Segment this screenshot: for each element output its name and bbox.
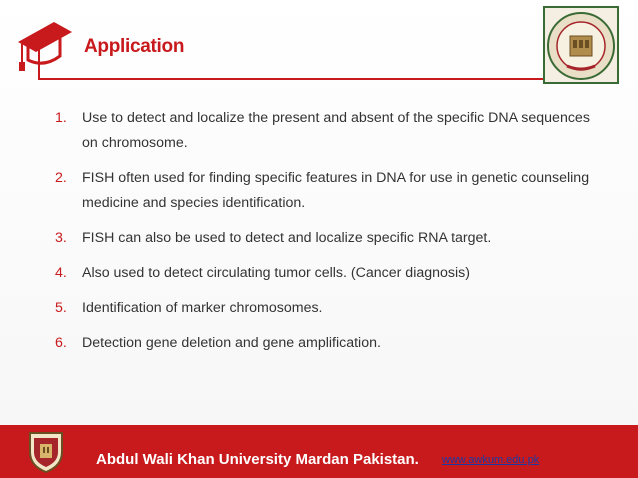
graduation-cap-icon bbox=[14, 16, 76, 78]
list-item bbox=[55, 106, 595, 156]
item-number: 5. bbox=[55, 300, 67, 316]
item-text: Detection gene deletion and gene amplification. bbox=[82, 335, 381, 351]
list-item bbox=[55, 226, 595, 251]
title-rule-vertical bbox=[38, 40, 40, 80]
item-number: 1. bbox=[55, 110, 67, 126]
list-item bbox=[55, 331, 595, 356]
item-number: 3. bbox=[55, 230, 67, 246]
item-text: FISH often used for finding specific features in DNA for use in genetic counseling medicine and species identification. bbox=[82, 170, 590, 211]
item-text: FISH can also be used to detect and localize specific RNA target. bbox=[82, 230, 492, 246]
item-number: 6. bbox=[55, 335, 67, 351]
application-list bbox=[55, 106, 595, 366]
list-item bbox=[55, 261, 595, 286]
item-text: Identification of marker chromosomes. bbox=[82, 300, 323, 316]
list-item bbox=[55, 166, 595, 216]
item-number: 4. bbox=[55, 265, 67, 281]
slide-title: Application bbox=[84, 36, 185, 57]
item-text: Use to detect and localize the present and absent of the specific DNA sequences on chromosome. bbox=[82, 110, 590, 151]
footer-website-link[interactable]: www.awkum.edu.pk bbox=[442, 454, 540, 466]
footer-university-name: Abdul Wali Khan University Mardan Pakistan. bbox=[96, 451, 419, 468]
item-text: Also used to detect circulating tumor cells. (Cancer diagnosis) bbox=[82, 265, 470, 281]
title-rule bbox=[38, 78, 578, 80]
footer-bar bbox=[0, 425, 638, 478]
list-item bbox=[55, 296, 595, 321]
university-crest bbox=[26, 430, 66, 474]
item-number: 2. bbox=[55, 170, 67, 186]
university-seal bbox=[543, 6, 619, 84]
